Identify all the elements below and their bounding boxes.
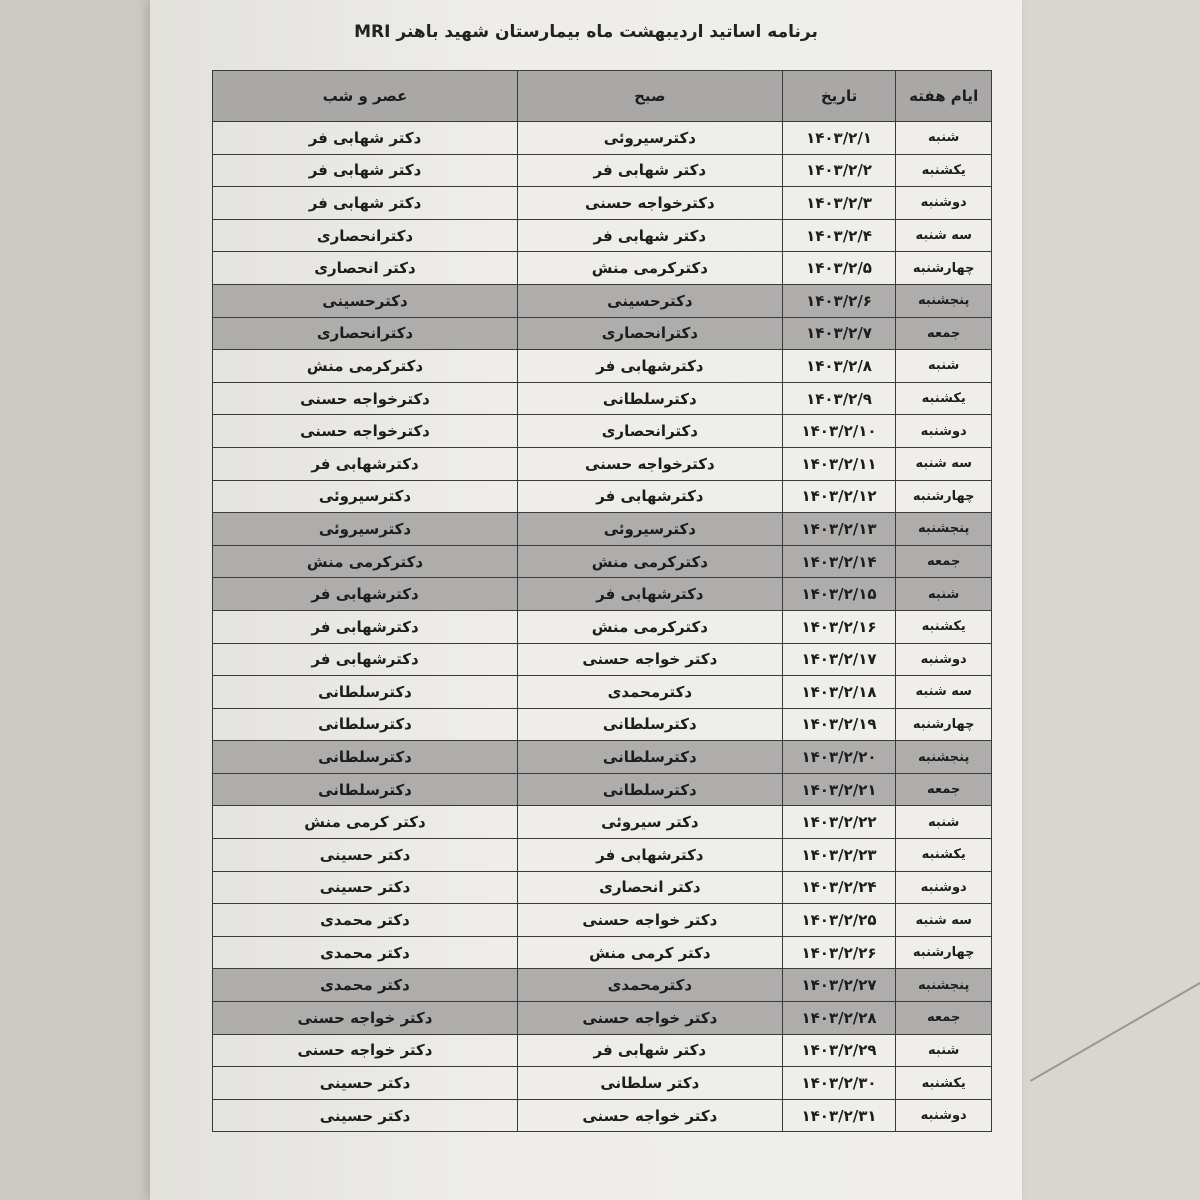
cell-morning: دکتر شهابی فر [517, 154, 782, 187]
cell-day: پنجشنبه [896, 513, 992, 546]
cell-day: شنبه [896, 122, 992, 155]
cell-day: جمعه [896, 1002, 992, 1035]
cell-day: یکشنبه [896, 839, 992, 872]
cell-date: ۱۴۰۳/۲/۲۵ [782, 904, 896, 937]
header-day: ایام هفته [896, 71, 992, 122]
cell-morning: دکترسیروئی [517, 513, 782, 546]
table-row [213, 513, 992, 546]
table-row [213, 871, 992, 904]
cell-evening: دکتر شهابی فر [213, 154, 518, 187]
cell-evening: دکترسلطانی [213, 676, 518, 709]
cell-evening: دکتر خواجه حسنی [213, 1002, 518, 1035]
cell-morning: دکترشهابی فر [517, 480, 782, 513]
cell-date: ۱۴۰۳/۲/۲۱ [782, 773, 896, 806]
cell-day: دوشنبه [896, 415, 992, 448]
cell-day: دوشنبه [896, 871, 992, 904]
cell-morning: دکترانحصاری [517, 317, 782, 350]
cell-day: سه شنبه [896, 904, 992, 937]
cell-day: جمعه [896, 545, 992, 578]
cell-date: ۱۴۰۳/۲/۱۵ [782, 578, 896, 611]
cell-evening: دکتر محمدی [213, 904, 518, 937]
table-row [213, 806, 992, 839]
cell-evening: دکتر حسینی [213, 839, 518, 872]
table-row [213, 643, 992, 676]
cell-day: پنجشنبه [896, 741, 992, 774]
cell-evening: دکترسلطانی [213, 773, 518, 806]
table-row [213, 578, 992, 611]
table-row [213, 545, 992, 578]
header-evening: عصر و شب [213, 71, 518, 122]
cell-evening: دکتر حسینی [213, 1099, 518, 1132]
cell-morning: دکترمحمدی [517, 676, 782, 709]
table-row [213, 187, 992, 220]
cell-day: سه شنبه [896, 447, 992, 480]
cell-date: ۱۴۰۳/۲/۱۲ [782, 480, 896, 513]
table-row [213, 252, 992, 285]
cell-day: شنبه [896, 578, 992, 611]
cell-evening: دکتر شهابی فر [213, 122, 518, 155]
cell-date: ۱۴۰۳/۲/۳ [782, 187, 896, 220]
table-row [213, 1034, 992, 1067]
cell-day: دوشنبه [896, 187, 992, 220]
cell-day: پنجشنبه [896, 284, 992, 317]
cell-day: چهارشنبه [896, 252, 992, 285]
cell-evening: دکترسلطانی [213, 708, 518, 741]
cell-evening: دکترانحصاری [213, 317, 518, 350]
cell-date: ۱۴۰۳/۲/۲۰ [782, 741, 896, 774]
cell-day: جمعه [896, 773, 992, 806]
desk-background [1022, 0, 1200, 1200]
cell-date: ۱۴۰۳/۲/۵ [782, 252, 896, 285]
cell-evening: دکتر کرمی منش [213, 806, 518, 839]
cell-morning: دکترمحمدی [517, 969, 782, 1002]
cell-morning: دکترسلطانی [517, 708, 782, 741]
cell-day: شنبه [896, 806, 992, 839]
cell-date: ۱۴۰۳/۲/۲ [782, 154, 896, 187]
cell-evening: دکتر محمدی [213, 936, 518, 969]
cell-morning: دکتر خواجه حسنی [517, 904, 782, 937]
cell-morning: دکترسلطانی [517, 741, 782, 774]
cell-morning: دکترخواجه حسنی [517, 447, 782, 480]
cell-date: ۱۴۰۳/۲/۳۱ [782, 1099, 896, 1132]
cell-date: ۱۴۰۳/۲/۸ [782, 350, 896, 383]
cell-day: سه شنبه [896, 219, 992, 252]
cell-morning: دکترکرمی منش [517, 545, 782, 578]
cell-morning: دکتر شهابی فر [517, 1034, 782, 1067]
cell-date: ۱۴۰۳/۲/۱ [782, 122, 896, 155]
cell-date: ۱۴۰۳/۲/۲۶ [782, 936, 896, 969]
cell-date: ۱۴۰۳/۲/۲۷ [782, 969, 896, 1002]
cell-day: دوشنبه [896, 643, 992, 676]
cell-evening: دکتر خواجه حسنی [213, 1034, 518, 1067]
cell-evening: دکترسیروئی [213, 480, 518, 513]
cell-date: ۱۴۰۳/۲/۴ [782, 219, 896, 252]
cell-evening: دکترسلطانی [213, 741, 518, 774]
cell-date: ۱۴۰۳/۲/۲۲ [782, 806, 896, 839]
schedule-table [212, 70, 992, 1132]
cell-date: ۱۴۰۳/۲/۳۰ [782, 1067, 896, 1100]
cell-evening: دکترشهابی فر [213, 578, 518, 611]
cell-morning: دکتر سیروئی [517, 806, 782, 839]
cell-day: دوشنبه [896, 1099, 992, 1132]
cell-date: ۱۴۰۳/۲/۱۶ [782, 610, 896, 643]
cell-date: ۱۴۰۳/۲/۱۰ [782, 415, 896, 448]
page-title: برنامه اساتید اردیبهشت ماه بیمارستان شهید باهنر MRI [354, 22, 818, 42]
cell-day: چهارشنبه [896, 936, 992, 969]
table-row [213, 741, 992, 774]
table-row [213, 350, 992, 383]
table-row [213, 219, 992, 252]
cell-morning: دکترسیروئی [517, 122, 782, 155]
cell-morning: دکتر خواجه حسنی [517, 1002, 782, 1035]
table-row [213, 773, 992, 806]
cell-day: چهارشنبه [896, 480, 992, 513]
table-row [213, 447, 992, 480]
cell-day: یکشنبه [896, 154, 992, 187]
cell-morning: دکتر شهابی فر [517, 219, 782, 252]
cell-evening: دکترکرمی منش [213, 350, 518, 383]
cell-day: شنبه [896, 350, 992, 383]
cell-evening: دکترشهابی فر [213, 643, 518, 676]
cell-morning: دکترشهابی فر [517, 839, 782, 872]
table-row [213, 969, 992, 1002]
cell-morning: دکتر سلطانی [517, 1067, 782, 1100]
cell-morning: دکترانحصاری [517, 415, 782, 448]
header-morning: صبح [517, 71, 782, 122]
cell-evening: دکترحسینی [213, 284, 518, 317]
cell-morning: دکترکرمی منش [517, 252, 782, 285]
cell-day: یکشنبه [896, 1067, 992, 1100]
cell-morning: دکتر خواجه حسنی [517, 1099, 782, 1132]
header-date: تاریخ [782, 71, 896, 122]
cell-date: ۱۴۰۳/۲/۱۱ [782, 447, 896, 480]
cell-day: یکشنبه [896, 382, 992, 415]
table-row [213, 936, 992, 969]
table-row [213, 676, 992, 709]
cell-morning: دکترشهابی فر [517, 350, 782, 383]
cell-date: ۱۴۰۳/۲/۶ [782, 284, 896, 317]
cell-morning: دکتر کرمی منش [517, 936, 782, 969]
cell-evening: دکترشهابی فر [213, 610, 518, 643]
cell-morning: دکترشهابی فر [517, 578, 782, 611]
cell-date: ۱۴۰۳/۲/۲۹ [782, 1034, 896, 1067]
cell-day: شنبه [896, 1034, 992, 1067]
schedule-sheet [150, 0, 1022, 1200]
table-row [213, 1067, 992, 1100]
cell-day: سه شنبه [896, 676, 992, 709]
table-row [213, 382, 992, 415]
cell-date: ۱۴۰۳/۲/۱۷ [782, 643, 896, 676]
table-row [213, 317, 992, 350]
cell-date: ۱۴۰۳/۲/۲۴ [782, 871, 896, 904]
cell-evening: دکترخواجه حسنی [213, 382, 518, 415]
cell-evening: دکترانحصاری [213, 219, 518, 252]
cell-date: ۱۴۰۳/۲/۷ [782, 317, 896, 350]
cell-date: ۱۴۰۳/۲/۱۹ [782, 708, 896, 741]
cell-evening: دکتر انحصاری [213, 252, 518, 285]
cell-date: ۱۴۰۳/۲/۱۸ [782, 676, 896, 709]
cell-morning: دکترسلطانی [517, 773, 782, 806]
cell-morning: دکتر انحصاری [517, 871, 782, 904]
cell-evening: دکتر حسینی [213, 871, 518, 904]
table-row [213, 610, 992, 643]
table-row [213, 122, 992, 155]
cell-evening: دکتر محمدی [213, 969, 518, 1002]
cell-date: ۱۴۰۳/۲/۱۴ [782, 545, 896, 578]
cell-date: ۱۴۰۳/۲/۲۸ [782, 1002, 896, 1035]
cell-evening: دکترسیروئی [213, 513, 518, 546]
cell-morning: دکترحسینی [517, 284, 782, 317]
table-row [213, 480, 992, 513]
cell-day: چهارشنبه [896, 708, 992, 741]
cell-evening: دکترشهابی فر [213, 447, 518, 480]
table-row [213, 708, 992, 741]
cell-morning: دکترکرمی منش [517, 610, 782, 643]
cell-morning: دکتر خواجه حسنی [517, 643, 782, 676]
cell-date: ۱۴۰۳/۲/۲۳ [782, 839, 896, 872]
table-row [213, 839, 992, 872]
cell-evening: دکترخواجه حسنی [213, 415, 518, 448]
cell-morning: دکترسلطانی [517, 382, 782, 415]
cell-evening: دکتر حسینی [213, 1067, 518, 1100]
table-row [213, 904, 992, 937]
cell-day: یکشنبه [896, 610, 992, 643]
cell-morning: دکترخواجه حسنی [517, 187, 782, 220]
cell-date: ۱۴۰۳/۲/۹ [782, 382, 896, 415]
table-header-row [213, 71, 992, 122]
cell-date: ۱۴۰۳/۲/۱۳ [782, 513, 896, 546]
table-row [213, 1099, 992, 1132]
table-row [213, 1002, 992, 1035]
cell-evening: دکترکرمی منش [213, 545, 518, 578]
table-row [213, 154, 992, 187]
table-row [213, 284, 992, 317]
cell-day: پنجشنبه [896, 969, 992, 1002]
cell-evening: دکتر شهابی فر [213, 187, 518, 220]
cell-day: جمعه [896, 317, 992, 350]
table-row [213, 415, 992, 448]
